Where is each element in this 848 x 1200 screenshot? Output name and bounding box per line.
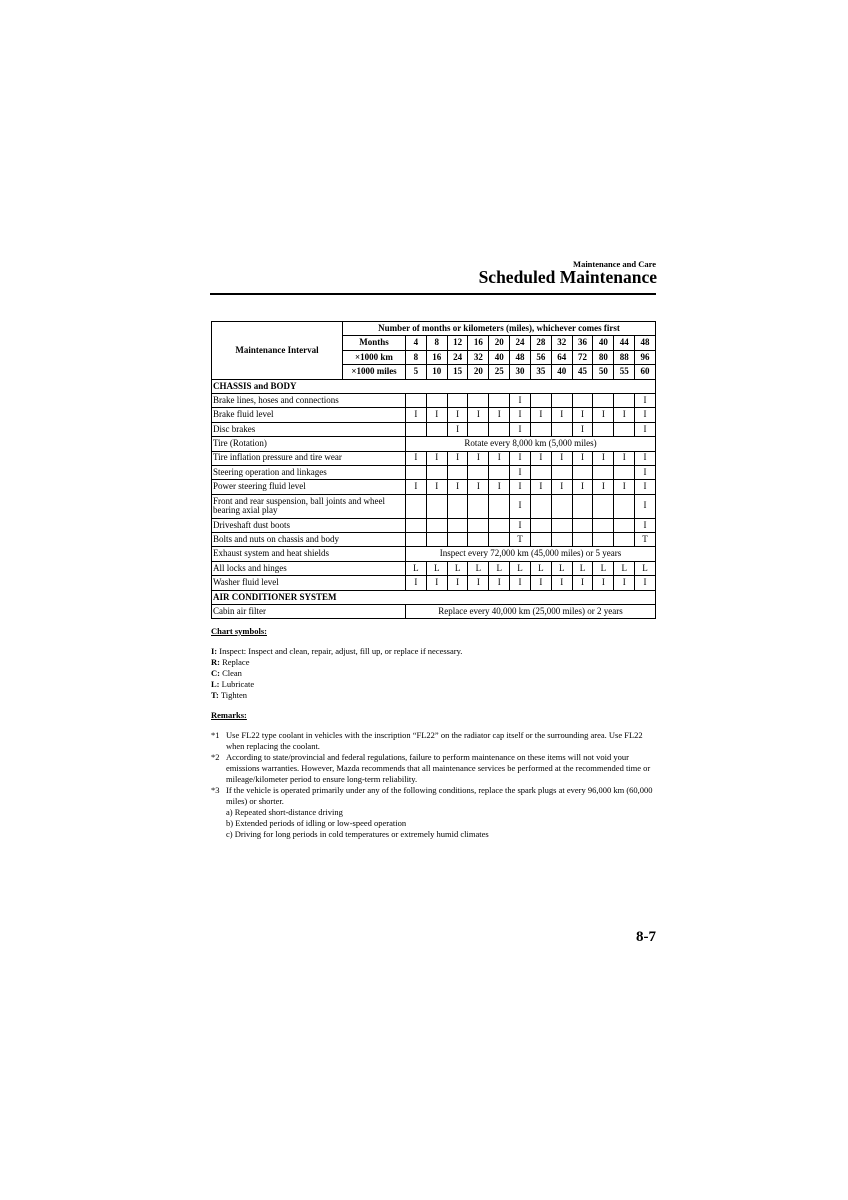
row-label: Brake fluid level xyxy=(212,408,406,422)
miles-value: 50 xyxy=(593,365,614,379)
symbol-key: T: xyxy=(211,690,219,700)
symbol-cell: I xyxy=(510,393,531,407)
row-label: All locks and hinges xyxy=(212,561,406,575)
chart-symbols-heading: Chart symbols: xyxy=(211,626,267,636)
symbol-item xyxy=(211,679,656,690)
symbol-cell xyxy=(406,422,427,436)
row-label: Disc brakes xyxy=(212,422,406,436)
row-label: Brake lines, hoses and connections xyxy=(212,393,406,407)
row-label: Tire (Rotation) xyxy=(212,437,406,451)
km-value: 32 xyxy=(468,350,489,364)
symbol-cell xyxy=(468,422,489,436)
symbol-cell: I xyxy=(447,422,468,436)
symbol-cell: I xyxy=(510,576,531,590)
interval-note: Inspect every 72,000 km (45,000 miles) or 5 years xyxy=(406,547,656,561)
symbol-cell: L xyxy=(489,561,510,575)
km-value: 64 xyxy=(551,350,572,364)
symbol-cell: I xyxy=(406,576,427,590)
symbol-cell: I xyxy=(572,422,593,436)
symbol-cell xyxy=(572,533,593,547)
symbol-cell xyxy=(426,422,447,436)
chart-symbols-list xyxy=(211,646,656,701)
table-row xyxy=(212,494,656,518)
symbol-cell: I xyxy=(530,576,551,590)
miles-value: 25 xyxy=(489,365,510,379)
symbol-cell: I xyxy=(489,408,510,422)
row-label: Exhaust system and heat shields xyxy=(212,547,406,561)
symbol-cell: I xyxy=(593,408,614,422)
symbol-cell: I xyxy=(551,408,572,422)
km-value: 96 xyxy=(635,350,656,364)
symbol-cell xyxy=(489,422,510,436)
miles-value: 55 xyxy=(614,365,635,379)
symbol-item xyxy=(211,690,656,701)
symbol-key: I: xyxy=(211,646,218,656)
miles-value: 35 xyxy=(530,365,551,379)
table-row xyxy=(212,533,656,547)
symbol-text: Clean xyxy=(219,668,242,678)
page-number: 8-7 xyxy=(636,929,656,945)
symbol-cell xyxy=(447,518,468,532)
symbol-cell xyxy=(530,393,551,407)
remark-item xyxy=(211,752,656,785)
symbol-cell: L xyxy=(468,561,489,575)
remark-text: Use FL22 type coolant in vehicles with the inscription “FL22” on the radiator cap itself or the surrounding area. Use FL22 when replacing the coolant. xyxy=(226,730,643,751)
row-label: Power steering fluid level xyxy=(212,480,406,494)
miles-value: 60 xyxy=(635,365,656,379)
miles-value: 45 xyxy=(572,365,593,379)
km-label: ×1000 km xyxy=(343,350,406,364)
symbol-key: L: xyxy=(211,679,220,689)
symbol-cell xyxy=(426,518,447,532)
symbol-cell xyxy=(489,393,510,407)
row-label: Tire inflation pressure and tire wear xyxy=(212,451,406,465)
symbol-cell: I xyxy=(447,480,468,494)
symbol-cell xyxy=(468,533,489,547)
symbol-cell xyxy=(489,465,510,479)
km-value: 24 xyxy=(447,350,468,364)
row-label: Cabin air filter xyxy=(212,605,406,619)
miles-value: 5 xyxy=(406,365,427,379)
km-value: 80 xyxy=(593,350,614,364)
symbol-cell: I xyxy=(468,480,489,494)
symbol-cell: I xyxy=(406,408,427,422)
symbol-cell: I xyxy=(593,480,614,494)
symbol-cell: T xyxy=(635,533,656,547)
symbol-cell xyxy=(447,393,468,407)
table-row xyxy=(212,518,656,532)
km-value: 56 xyxy=(530,350,551,364)
symbol-cell: L xyxy=(593,561,614,575)
symbol-cell xyxy=(426,465,447,479)
symbol-cell: I xyxy=(489,480,510,494)
symbol-cell: I xyxy=(572,451,593,465)
symbol-text: Replace xyxy=(219,657,250,667)
symbol-cell: I xyxy=(551,451,572,465)
months-value: 40 xyxy=(593,336,614,350)
interval-note: Replace every 40,000 km (25,000 miles) or 2 years xyxy=(406,605,656,619)
table-row xyxy=(212,422,656,436)
symbol-text: Tighten xyxy=(218,690,247,700)
maintenance-table xyxy=(211,321,656,619)
remark-condition: a) Repeated short-distance driving xyxy=(226,807,343,817)
symbol-cell: I xyxy=(426,451,447,465)
symbol-cell: I xyxy=(635,576,656,590)
table-row xyxy=(212,576,656,590)
symbol-cell xyxy=(489,533,510,547)
symbol-cell xyxy=(530,533,551,547)
symbol-item xyxy=(211,657,656,668)
miles-value: 40 xyxy=(551,365,572,379)
symbol-cell: I xyxy=(489,451,510,465)
symbol-cell xyxy=(406,465,427,479)
symbol-cell: I xyxy=(635,422,656,436)
symbol-cell xyxy=(572,518,593,532)
symbol-cell: I xyxy=(489,576,510,590)
symbol-cell: L xyxy=(530,561,551,575)
remark-condition: c) Driving for long periods in cold temperatures or extremely humid climates xyxy=(226,829,489,839)
row-label: Front and rear suspension, ball joints and wheel bearing axial play xyxy=(212,494,406,518)
symbol-cell xyxy=(447,494,468,518)
symbol-key: C: xyxy=(211,668,220,678)
remark-condition: b) Extended periods of idling or low-speed operation xyxy=(226,818,407,828)
section-header: Maintenance and Care xyxy=(573,259,656,269)
symbol-cell xyxy=(593,494,614,518)
symbol-cell: I xyxy=(510,480,531,494)
symbol-cell: I xyxy=(614,576,635,590)
table-row xyxy=(212,437,656,451)
km-value: 48 xyxy=(510,350,531,364)
symbol-cell: I xyxy=(614,408,635,422)
symbol-cell xyxy=(468,494,489,518)
symbol-cell xyxy=(530,494,551,518)
symbol-cell xyxy=(447,465,468,479)
symbol-cell xyxy=(530,422,551,436)
symbol-cell: I xyxy=(510,408,531,422)
table-row xyxy=(212,561,656,575)
remark-mark: *2 xyxy=(211,752,220,762)
symbol-cell: I xyxy=(406,451,427,465)
remark-mark: *1 xyxy=(211,730,220,740)
symbol-cell xyxy=(530,518,551,532)
remark-item xyxy=(211,785,656,807)
symbol-key: R: xyxy=(211,657,220,667)
symbol-cell: I xyxy=(614,451,635,465)
symbol-cell: I xyxy=(510,465,531,479)
remarks-heading: Remarks: xyxy=(211,710,247,720)
remark-text: According to state/provincial and federal regulations, failure to perform maintenance on these items will not void your emissions warranties. However, Mazda recommends that all maintenance services be performed at the recommended time or mileage/kilometer period to ensure long-term reliability. xyxy=(226,752,651,784)
symbol-cell xyxy=(468,518,489,532)
table-row xyxy=(212,547,656,561)
symbol-cell xyxy=(489,494,510,518)
km-value: 16 xyxy=(426,350,447,364)
symbol-cell: I xyxy=(510,518,531,532)
km-value: 72 xyxy=(572,350,593,364)
title-rule xyxy=(210,293,656,295)
months-value: 28 xyxy=(530,336,551,350)
symbol-cell xyxy=(406,533,427,547)
symbol-cell xyxy=(551,494,572,518)
maintenance-interval-label: Maintenance Interval xyxy=(212,322,343,380)
row-label: Driveshaft dust boots xyxy=(212,518,406,532)
symbol-cell: I xyxy=(510,494,531,518)
miles-value: 15 xyxy=(447,365,468,379)
section-title: AIR CONDITIONER SYSTEM xyxy=(212,590,656,604)
symbol-cell xyxy=(572,465,593,479)
symbol-cell: I xyxy=(510,422,531,436)
symbol-cell xyxy=(593,533,614,547)
miles-value: 10 xyxy=(426,365,447,379)
symbol-cell: I xyxy=(406,480,427,494)
symbol-cell: I xyxy=(614,480,635,494)
symbol-cell xyxy=(593,465,614,479)
remark-text: If the vehicle is operated primarily under any of the following conditions, replace the spark plugs at every 96,000 km (60,000 miles) or shorter. xyxy=(226,785,653,806)
symbol-cell: I xyxy=(551,576,572,590)
months-value: 16 xyxy=(468,336,489,350)
months-label: Months xyxy=(343,336,406,350)
symbol-cell: I xyxy=(447,576,468,590)
row-label: Bolts and nuts on chassis and body xyxy=(212,533,406,547)
symbol-cell: I xyxy=(572,576,593,590)
table-row xyxy=(212,451,656,465)
symbol-cell xyxy=(551,393,572,407)
symbol-cell xyxy=(614,393,635,407)
symbol-text: Inspect: Inspect and clean, repair, adjust, fill up, or replace if necessary. xyxy=(217,646,463,656)
symbol-cell xyxy=(489,518,510,532)
symbol-cell xyxy=(406,518,427,532)
km-value: 88 xyxy=(614,350,635,364)
symbol-cell: I xyxy=(572,408,593,422)
symbol-cell xyxy=(614,518,635,532)
remarks-list xyxy=(211,730,656,840)
symbol-item xyxy=(211,668,656,679)
months-value: 8 xyxy=(426,336,447,350)
symbol-cell xyxy=(551,518,572,532)
symbol-cell: I xyxy=(530,480,551,494)
remark-item xyxy=(211,730,656,752)
table-row xyxy=(212,393,656,407)
symbol-cell xyxy=(572,393,593,407)
section-title: CHASSIS and BODY xyxy=(212,379,656,393)
miles-value: 20 xyxy=(468,365,489,379)
symbol-cell xyxy=(447,533,468,547)
symbol-cell xyxy=(572,494,593,518)
symbol-cell: I xyxy=(572,480,593,494)
symbol-cell: I xyxy=(426,480,447,494)
table-row xyxy=(212,408,656,422)
symbol-cell: I xyxy=(635,451,656,465)
symbol-cell: L xyxy=(614,561,635,575)
symbol-cell: L xyxy=(551,561,572,575)
symbol-cell: I xyxy=(447,408,468,422)
symbol-cell: I xyxy=(510,451,531,465)
symbol-cell xyxy=(468,393,489,407)
symbol-cell xyxy=(406,393,427,407)
symbol-cell: I xyxy=(593,576,614,590)
interval-note: Rotate every 8,000 km (5,000 miles) xyxy=(406,437,656,451)
table-row xyxy=(212,605,656,619)
months-value: 24 xyxy=(510,336,531,350)
symbol-cell xyxy=(530,465,551,479)
symbol-cell xyxy=(593,422,614,436)
months-value: 48 xyxy=(635,336,656,350)
symbol-cell: L xyxy=(635,561,656,575)
symbol-cell xyxy=(614,465,635,479)
symbol-cell xyxy=(614,494,635,518)
symbol-cell xyxy=(551,465,572,479)
interval-top-header: Number of months or kilometers (miles), whichever comes first xyxy=(343,322,656,336)
months-value: 32 xyxy=(551,336,572,350)
symbol-cell: I xyxy=(530,451,551,465)
km-value: 8 xyxy=(406,350,427,364)
symbol-cell: L xyxy=(447,561,468,575)
table-row xyxy=(212,480,656,494)
symbol-cell xyxy=(406,494,427,518)
symbol-cell: I xyxy=(635,393,656,407)
symbol-cell xyxy=(593,518,614,532)
symbol-item xyxy=(211,646,656,657)
symbol-cell: I xyxy=(635,518,656,532)
symbol-cell xyxy=(614,533,635,547)
symbol-cell: I xyxy=(635,408,656,422)
symbol-cell: I xyxy=(447,451,468,465)
symbol-cell: L xyxy=(426,561,447,575)
symbol-cell: T xyxy=(510,533,531,547)
months-value: 36 xyxy=(572,336,593,350)
row-label: Washer fluid level xyxy=(212,576,406,590)
symbol-cell: I xyxy=(593,451,614,465)
symbol-cell xyxy=(614,422,635,436)
months-value: 20 xyxy=(489,336,510,350)
km-value: 40 xyxy=(489,350,510,364)
symbol-cell: L xyxy=(572,561,593,575)
table-row xyxy=(212,465,656,479)
symbol-cell: I xyxy=(468,576,489,590)
miles-value: 30 xyxy=(510,365,531,379)
symbol-cell xyxy=(426,393,447,407)
symbol-cell: I xyxy=(635,465,656,479)
symbol-text: Lubricate xyxy=(219,679,255,689)
symbol-cell xyxy=(426,533,447,547)
symbol-cell: I xyxy=(635,494,656,518)
symbol-cell xyxy=(593,393,614,407)
page-title: Scheduled Maintenance xyxy=(478,267,657,287)
symbol-cell: I xyxy=(551,480,572,494)
symbol-cell xyxy=(551,533,572,547)
symbol-cell: I xyxy=(635,480,656,494)
symbol-cell xyxy=(551,422,572,436)
symbol-cell: I xyxy=(468,408,489,422)
symbol-cell: I xyxy=(468,451,489,465)
symbol-cell: I xyxy=(426,576,447,590)
miles-label: ×1000 miles xyxy=(343,365,406,379)
symbol-cell xyxy=(468,465,489,479)
symbol-cell: L xyxy=(406,561,427,575)
symbol-cell: L xyxy=(510,561,531,575)
months-value: 4 xyxy=(406,336,427,350)
months-value: 44 xyxy=(614,336,635,350)
months-value: 12 xyxy=(447,336,468,350)
symbol-cell: I xyxy=(426,408,447,422)
symbol-cell xyxy=(426,494,447,518)
row-label: Steering operation and linkages xyxy=(212,465,406,479)
symbol-cell: I xyxy=(530,408,551,422)
notes-block xyxy=(211,626,656,840)
remark-mark: *3 xyxy=(211,785,220,795)
